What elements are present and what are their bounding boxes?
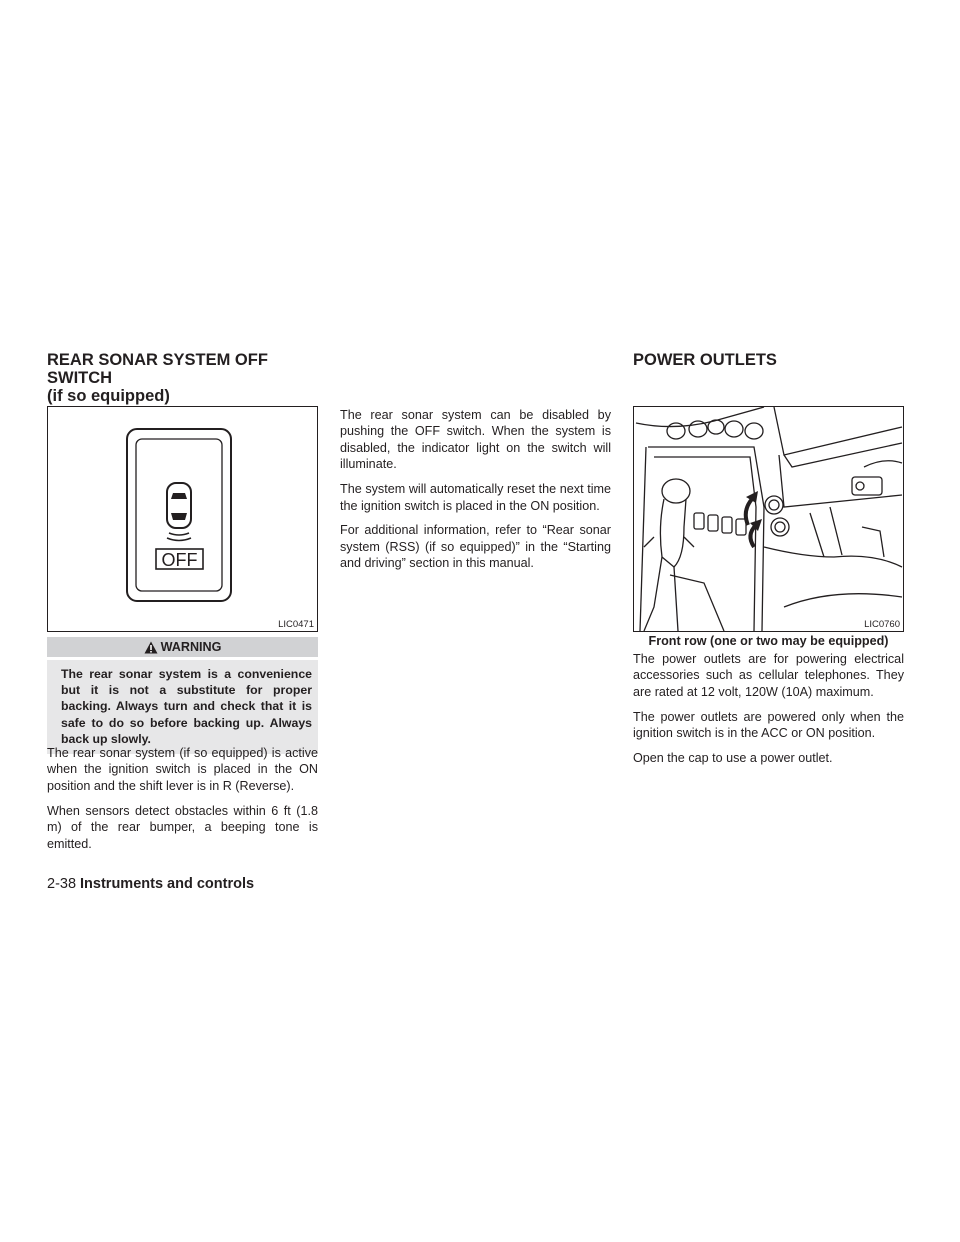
rear-sonar-heading (47, 351, 327, 405)
paragraph: The rear sonar system can be disabled by pushing the OFF switch. When the system is disabled, the indicator light on the switch will illuminate. (340, 408, 611, 472)
rear-sonar-heading-line2: (if so equipped) (47, 387, 170, 405)
power-outlet-arrow-icon (746, 491, 762, 547)
switch-off-label: OFF (161, 550, 198, 570)
warning-title: WARNING (160, 640, 222, 654)
warning-triangle-icon (144, 641, 158, 654)
power-outlet-icon (771, 518, 789, 536)
middle-body-text (340, 407, 611, 580)
left-body-text (47, 745, 318, 860)
sonar-switch-illustration (48, 407, 317, 631)
footer-section-title: Instruments and controls (80, 876, 255, 892)
power-outlets-title: POWER OUTLETS (633, 351, 777, 369)
warning-box (47, 637, 318, 754)
warning-text: The rear sonar system is a convenience but it is not a substitute for proper backing. Always turn and check that it is safe to do so before backing up. Always back up slowly. (47, 660, 318, 754)
paragraph: Open the cap to use a power outlet. (633, 751, 833, 766)
right-body-text (633, 651, 904, 775)
page-number: 2-38 (47, 876, 77, 892)
figure-code-lic0760: LIC0760 (864, 619, 900, 630)
sonar-switch-figure (47, 406, 318, 632)
power-outlet-figure (633, 406, 904, 632)
paragraph: The system will automatically reset the next time the ignition switch is placed in the ON position. (340, 482, 611, 513)
paragraph: The rear sonar system (if so equipped) is active when the ignition switch is placed in the ON position and the shift lever is in R (Reverse). (47, 746, 318, 793)
page-footer (47, 876, 254, 892)
paragraph: For additional information, refer to “Rear sonar system (RSS) (if so equipped)” in the “Starting and driving” section in this manual. (340, 523, 611, 571)
figure-code-lic0471: LIC0471 (278, 619, 314, 630)
paragraph: When sensors detect obstacles within 6 ft (1.8 m) of the rear bumper, a beeping tone is emitted. (47, 803, 318, 851)
sonar-car-icon (167, 483, 191, 541)
warning-header (47, 637, 318, 657)
paragraph: The power outlets are for powering electrical accessories such as cellular telephones. They are rated at 12 volt, 120W (10A) maximum. (633, 652, 904, 699)
dashboard-illustration (634, 407, 903, 631)
power-outlet-icon (765, 496, 783, 514)
figure-caption: Front row (one or two may be equipped) (648, 634, 889, 648)
rear-sonar-heading-line1: REAR SONAR SYSTEM OFF SWITCH (47, 351, 268, 387)
paragraph: The power outlets are powered only when the ignition switch is in the ACC or ON position. (633, 709, 904, 741)
power-outlets-heading (633, 351, 913, 369)
